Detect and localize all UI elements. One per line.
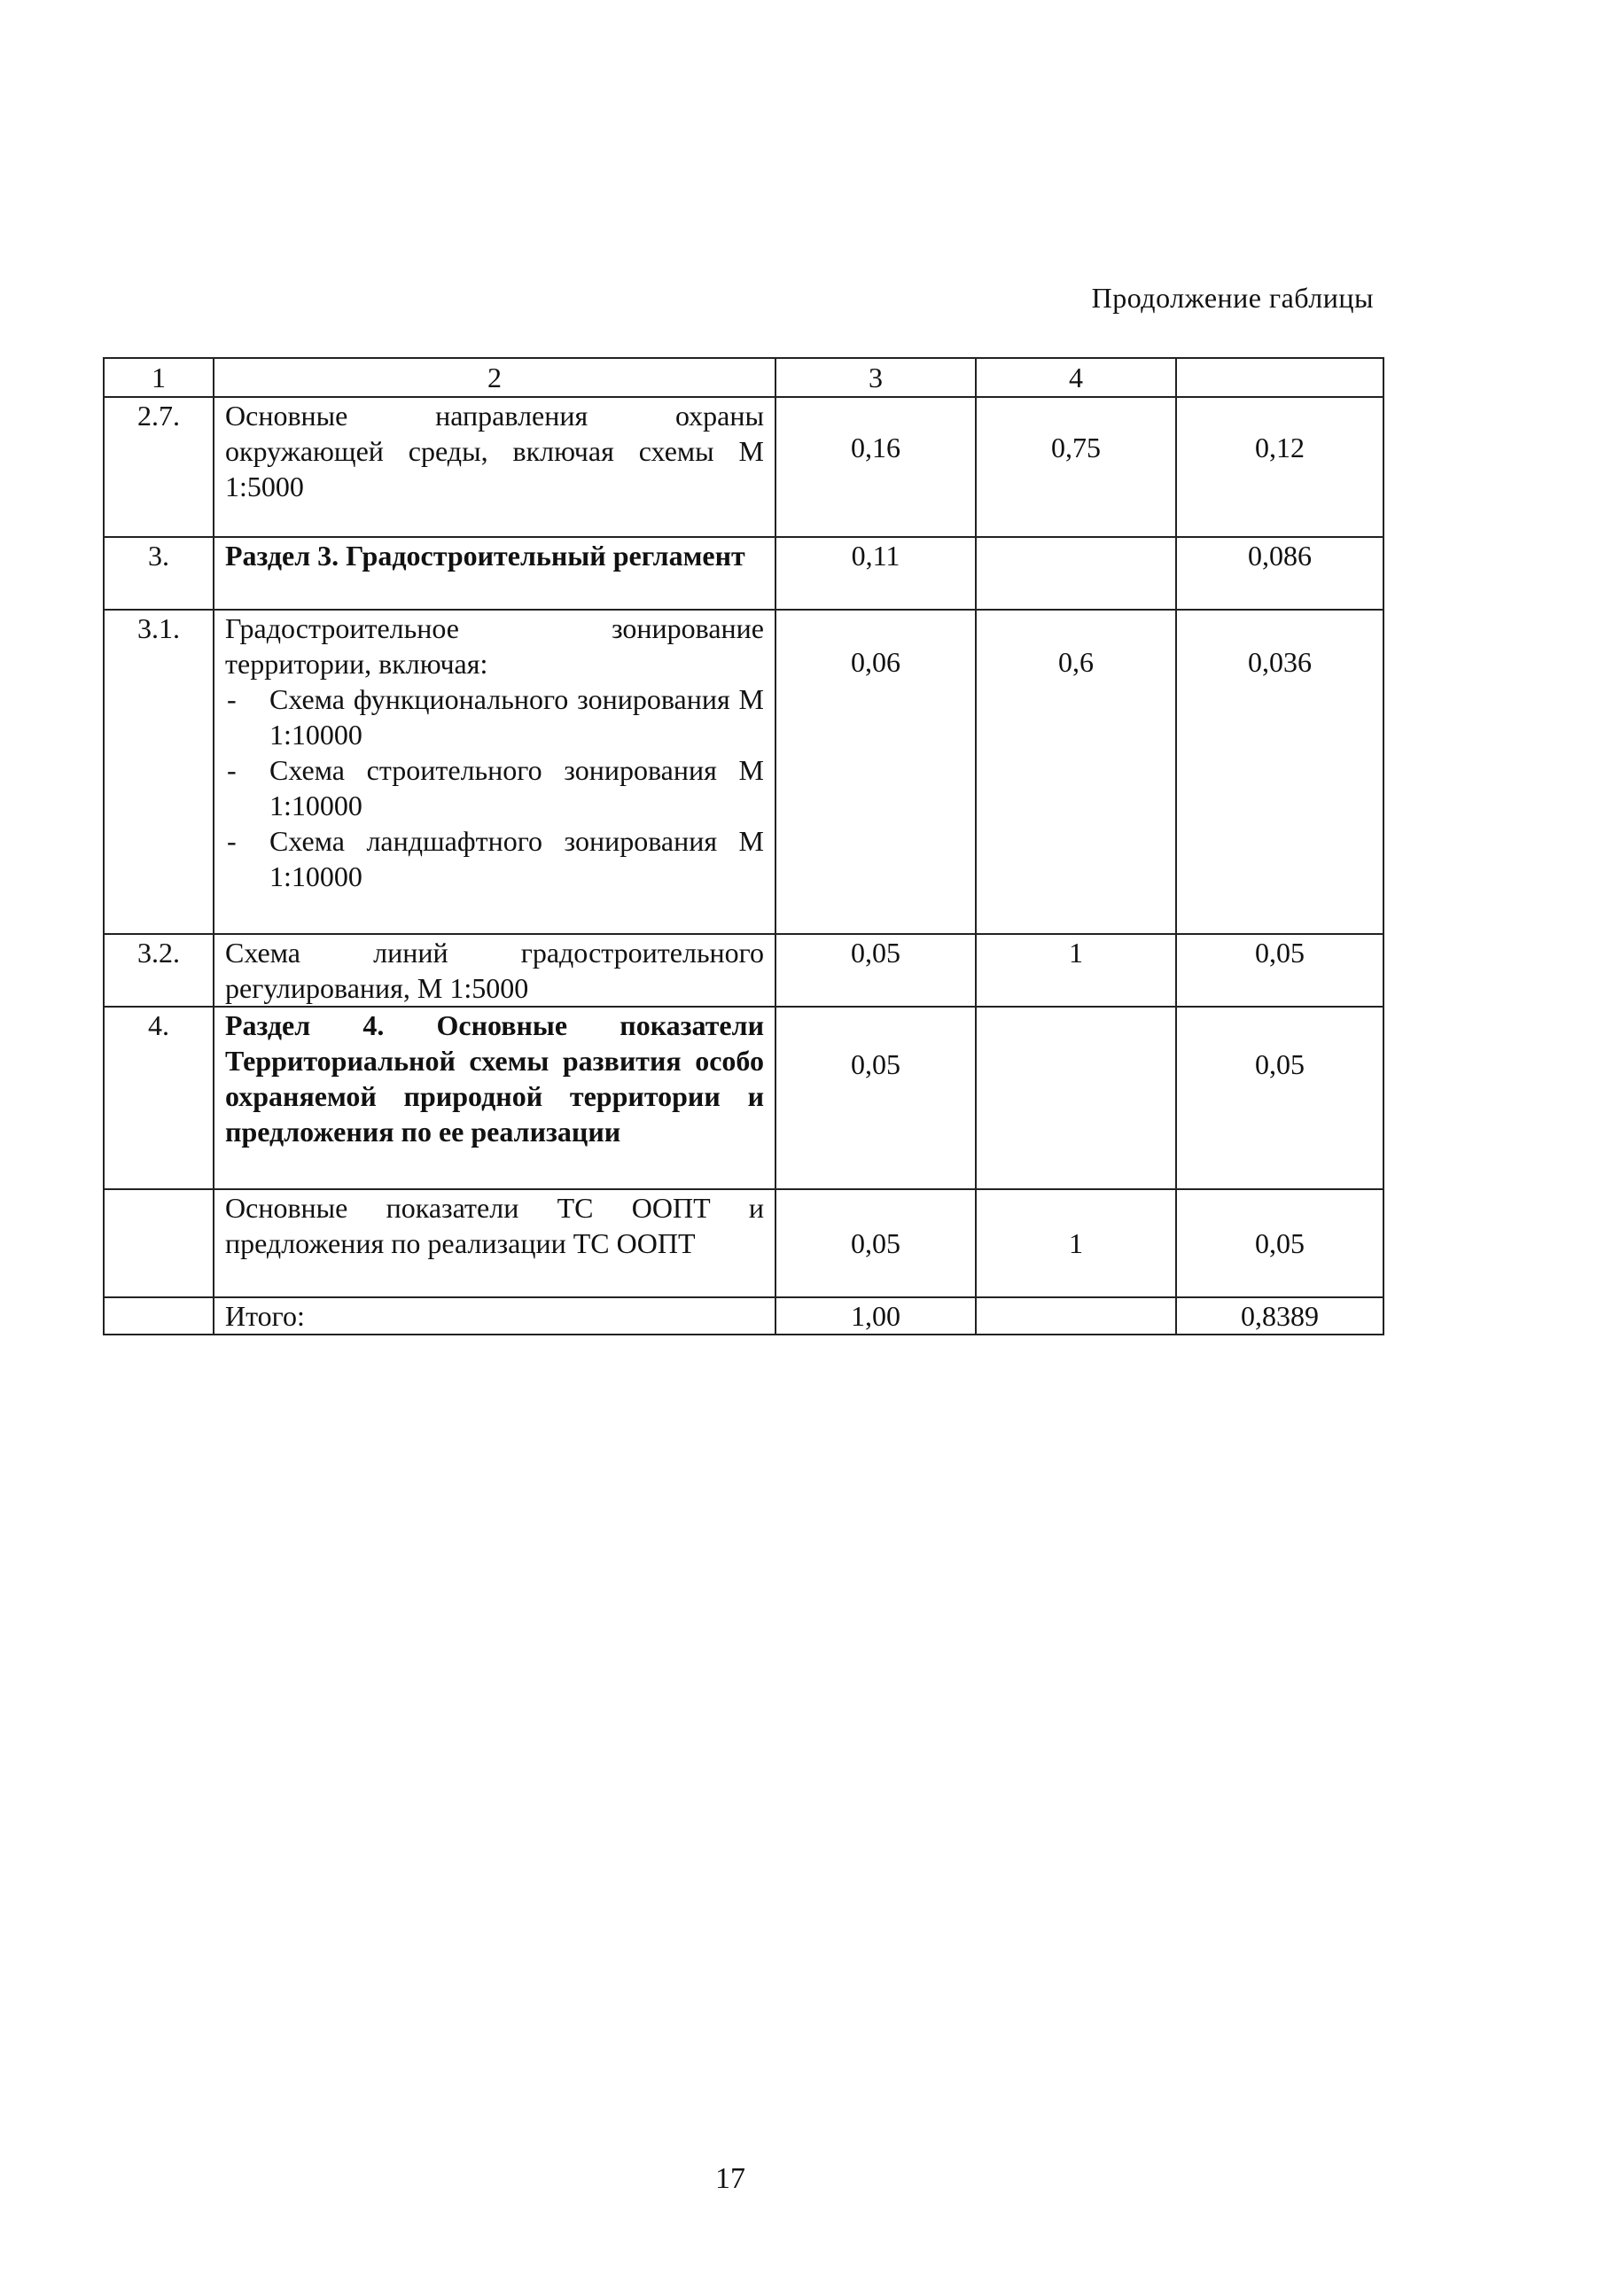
row-number: 3. <box>104 537 214 610</box>
header-col-2: 2 <box>214 358 775 397</box>
scheme-list <box>225 681 764 894</box>
header-col-4: 4 <box>976 358 1176 397</box>
total-value-col3: 1,00 <box>775 1297 976 1335</box>
table-row <box>104 537 1383 610</box>
row-value-col4: 1 <box>976 934 1176 1007</box>
row-number: 2.7. <box>104 397 214 537</box>
row-description: Схема линий градостроительного регулирования, М 1:5000 <box>214 934 775 1007</box>
total-value-col5: 0,8389 <box>1176 1297 1383 1335</box>
row-value-col5: 0,12 <box>1176 397 1383 537</box>
table-row <box>104 1189 1383 1297</box>
cost-table <box>103 357 1384 1335</box>
row-number: 4. <box>104 1007 214 1189</box>
list-dash: - <box>227 825 237 857</box>
list-dash: - <box>227 683 237 715</box>
row-value-col4: 0,75 <box>976 397 1176 537</box>
total-value-col4 <box>976 1297 1176 1335</box>
table-row <box>104 610 1383 934</box>
row-value-col3: 0,16 <box>775 397 976 537</box>
header-col-3: 3 <box>775 358 976 397</box>
row-value-col5: 0,086 <box>1176 537 1383 610</box>
table-row <box>104 934 1383 1007</box>
row-description: Основные направления охраны окружающей среды, включая схемы М 1:5000 <box>214 397 775 537</box>
header-col-1: 1 <box>104 358 214 397</box>
list-item-text: Схема ландшафтного зонирования М 1:10000 <box>269 825 764 892</box>
row-number <box>104 1189 214 1297</box>
row-description: Основные показатели ТС ООПТ и предложения по реализации ТС ООПТ <box>214 1189 775 1297</box>
row-value-col4 <box>976 537 1176 610</box>
section-heading: Раздел 4. Основные показатели Территориальной схемы развития особо охраняемой природной территории и предложения по ее реализации <box>214 1007 775 1189</box>
row-description-intro: Градостроительное зонирование территории, включая: <box>225 612 764 680</box>
list-item <box>225 752 764 823</box>
list-dash: - <box>227 754 237 786</box>
row-number <box>104 1297 214 1335</box>
row-value-col5: 0,036 <box>1176 610 1383 934</box>
header-col-5 <box>1176 358 1383 397</box>
total-label: Итого: <box>214 1297 775 1335</box>
row-value-col5: 0,05 <box>1176 934 1383 1007</box>
row-value-col5: 0,05 <box>1176 1007 1383 1189</box>
row-number: 3.2. <box>104 934 214 1007</box>
table-header-row <box>104 358 1383 397</box>
list-item <box>225 823 764 894</box>
row-value-col4: 1 <box>976 1189 1176 1297</box>
page-number: 17 <box>715 2162 745 2195</box>
list-item-text: Схема строительного зонирования М 1:10000 <box>269 754 764 821</box>
row-value-col3: 0,05 <box>775 1007 976 1189</box>
table-row <box>104 1007 1383 1189</box>
list-item <box>225 681 764 752</box>
row-value-col3: 0,11 <box>775 537 976 610</box>
row-value-col4: 0,6 <box>976 610 1176 934</box>
section-heading: Раздел 3. Градостроительный регламент <box>214 537 775 610</box>
row-value-col4 <box>976 1007 1176 1189</box>
table-total-row <box>104 1297 1383 1335</box>
row-value-col3: 0,05 <box>775 1189 976 1297</box>
row-description <box>214 610 775 934</box>
table-row <box>104 397 1383 537</box>
row-value-col5: 0,05 <box>1176 1189 1383 1297</box>
list-item-text: Схема функционального зонирования М 1:10000 <box>269 683 764 751</box>
table-continuation-caption: Продолжение габлицы <box>1091 282 1374 314</box>
row-value-col3: 0,05 <box>775 934 976 1007</box>
row-number: 3.1. <box>104 610 214 934</box>
row-value-col3: 0,06 <box>775 610 976 934</box>
